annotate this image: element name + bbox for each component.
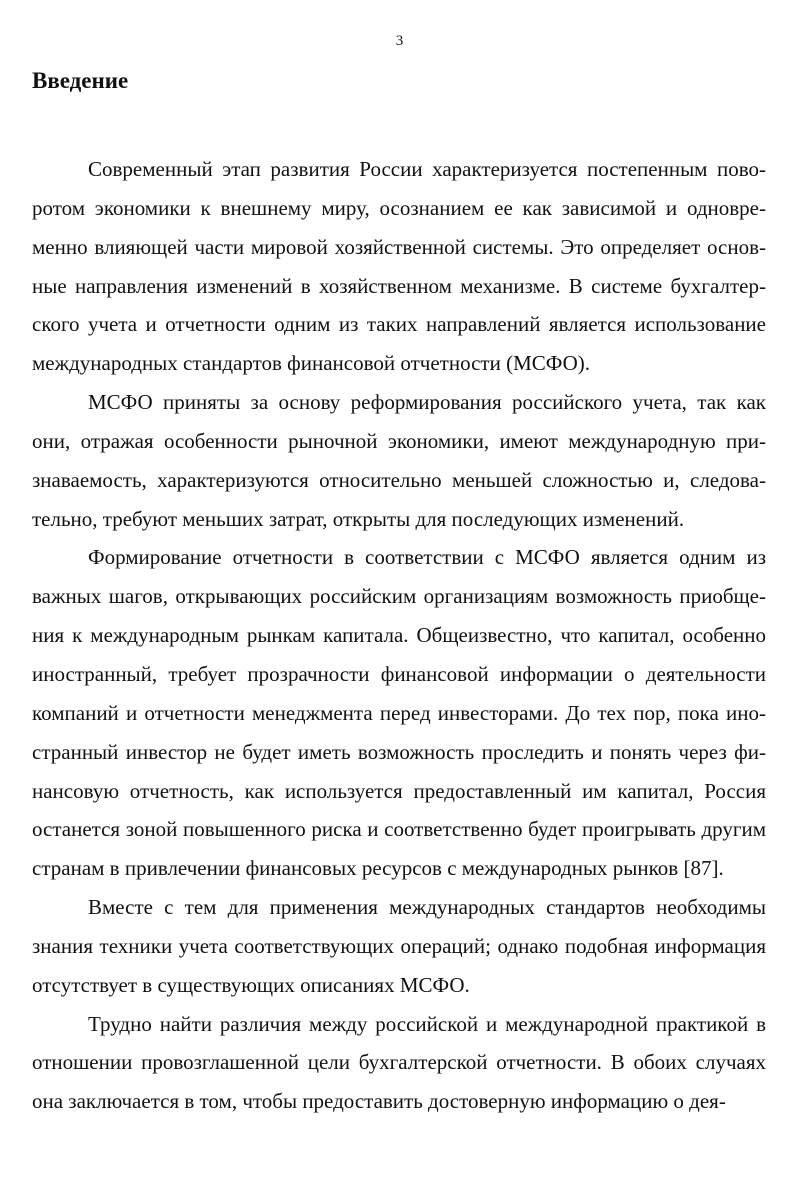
page-number: 3 — [395, 33, 404, 49]
paragraph: МСФО приняты за основу реформирования российского учета, так как они, отражая особенности рыночной экономики, имеют международную признаваемость, характеризуются относительно меньшей сложностью и, следовательно, требуют меньших затрат, открыты для последующих изменений. — [32, 390, 766, 531]
paragraph: Современный этап развития России характеризуется постепенным поворотом экономики к внешнему миру, осознанием ее как зависимой и одновременно влияющей части мировой хозяйственной системы. Это определяет основные направления изменений в хозяйственном механизме. В системе бухгалтерского учета и отчетности одним из таких направлений является использование международных стандартов финансовой отчетности (МСФО). — [32, 157, 766, 376]
paragraph: Формирование отчетности в соответствии с МСФО является одним из важных шагов, открывающих российским организациям возможность приобщения к международным рынкам капитала. Общеизвестно, что капитал, особенно иностранный, требует прозрачности финансовой информации о деятельности компаний и отчетности менеджмента перед инвесторами. До тех пор, пока иностранный инвестор не будет иметь возможность проследить и понять через финансовую отчетность, как используется предоставленный им капитал, Россия останется зоной повышенного риска и соответственно будет проигрывать другим странам в привлечении финансовых ресурсов с международных рынков [87]. — [32, 545, 766, 881]
paragraph: Трудно найти различия между российской и международной практикой в отношении провозглашенной цели бухгалтерской отчетности. В обоих случаях она заключается в том, чтобы предоставить достоверную информацию о дея- — [32, 1011, 766, 1114]
page-title: Введение — [32, 68, 129, 93]
body-text — [32, 150, 766, 1121]
paragraph: Вместе с тем для применения международных стандартов необходимы знания техники учета соответствующих операций; однако подобная информация отсутствует в существующих описаниях МСФО. — [32, 895, 766, 997]
